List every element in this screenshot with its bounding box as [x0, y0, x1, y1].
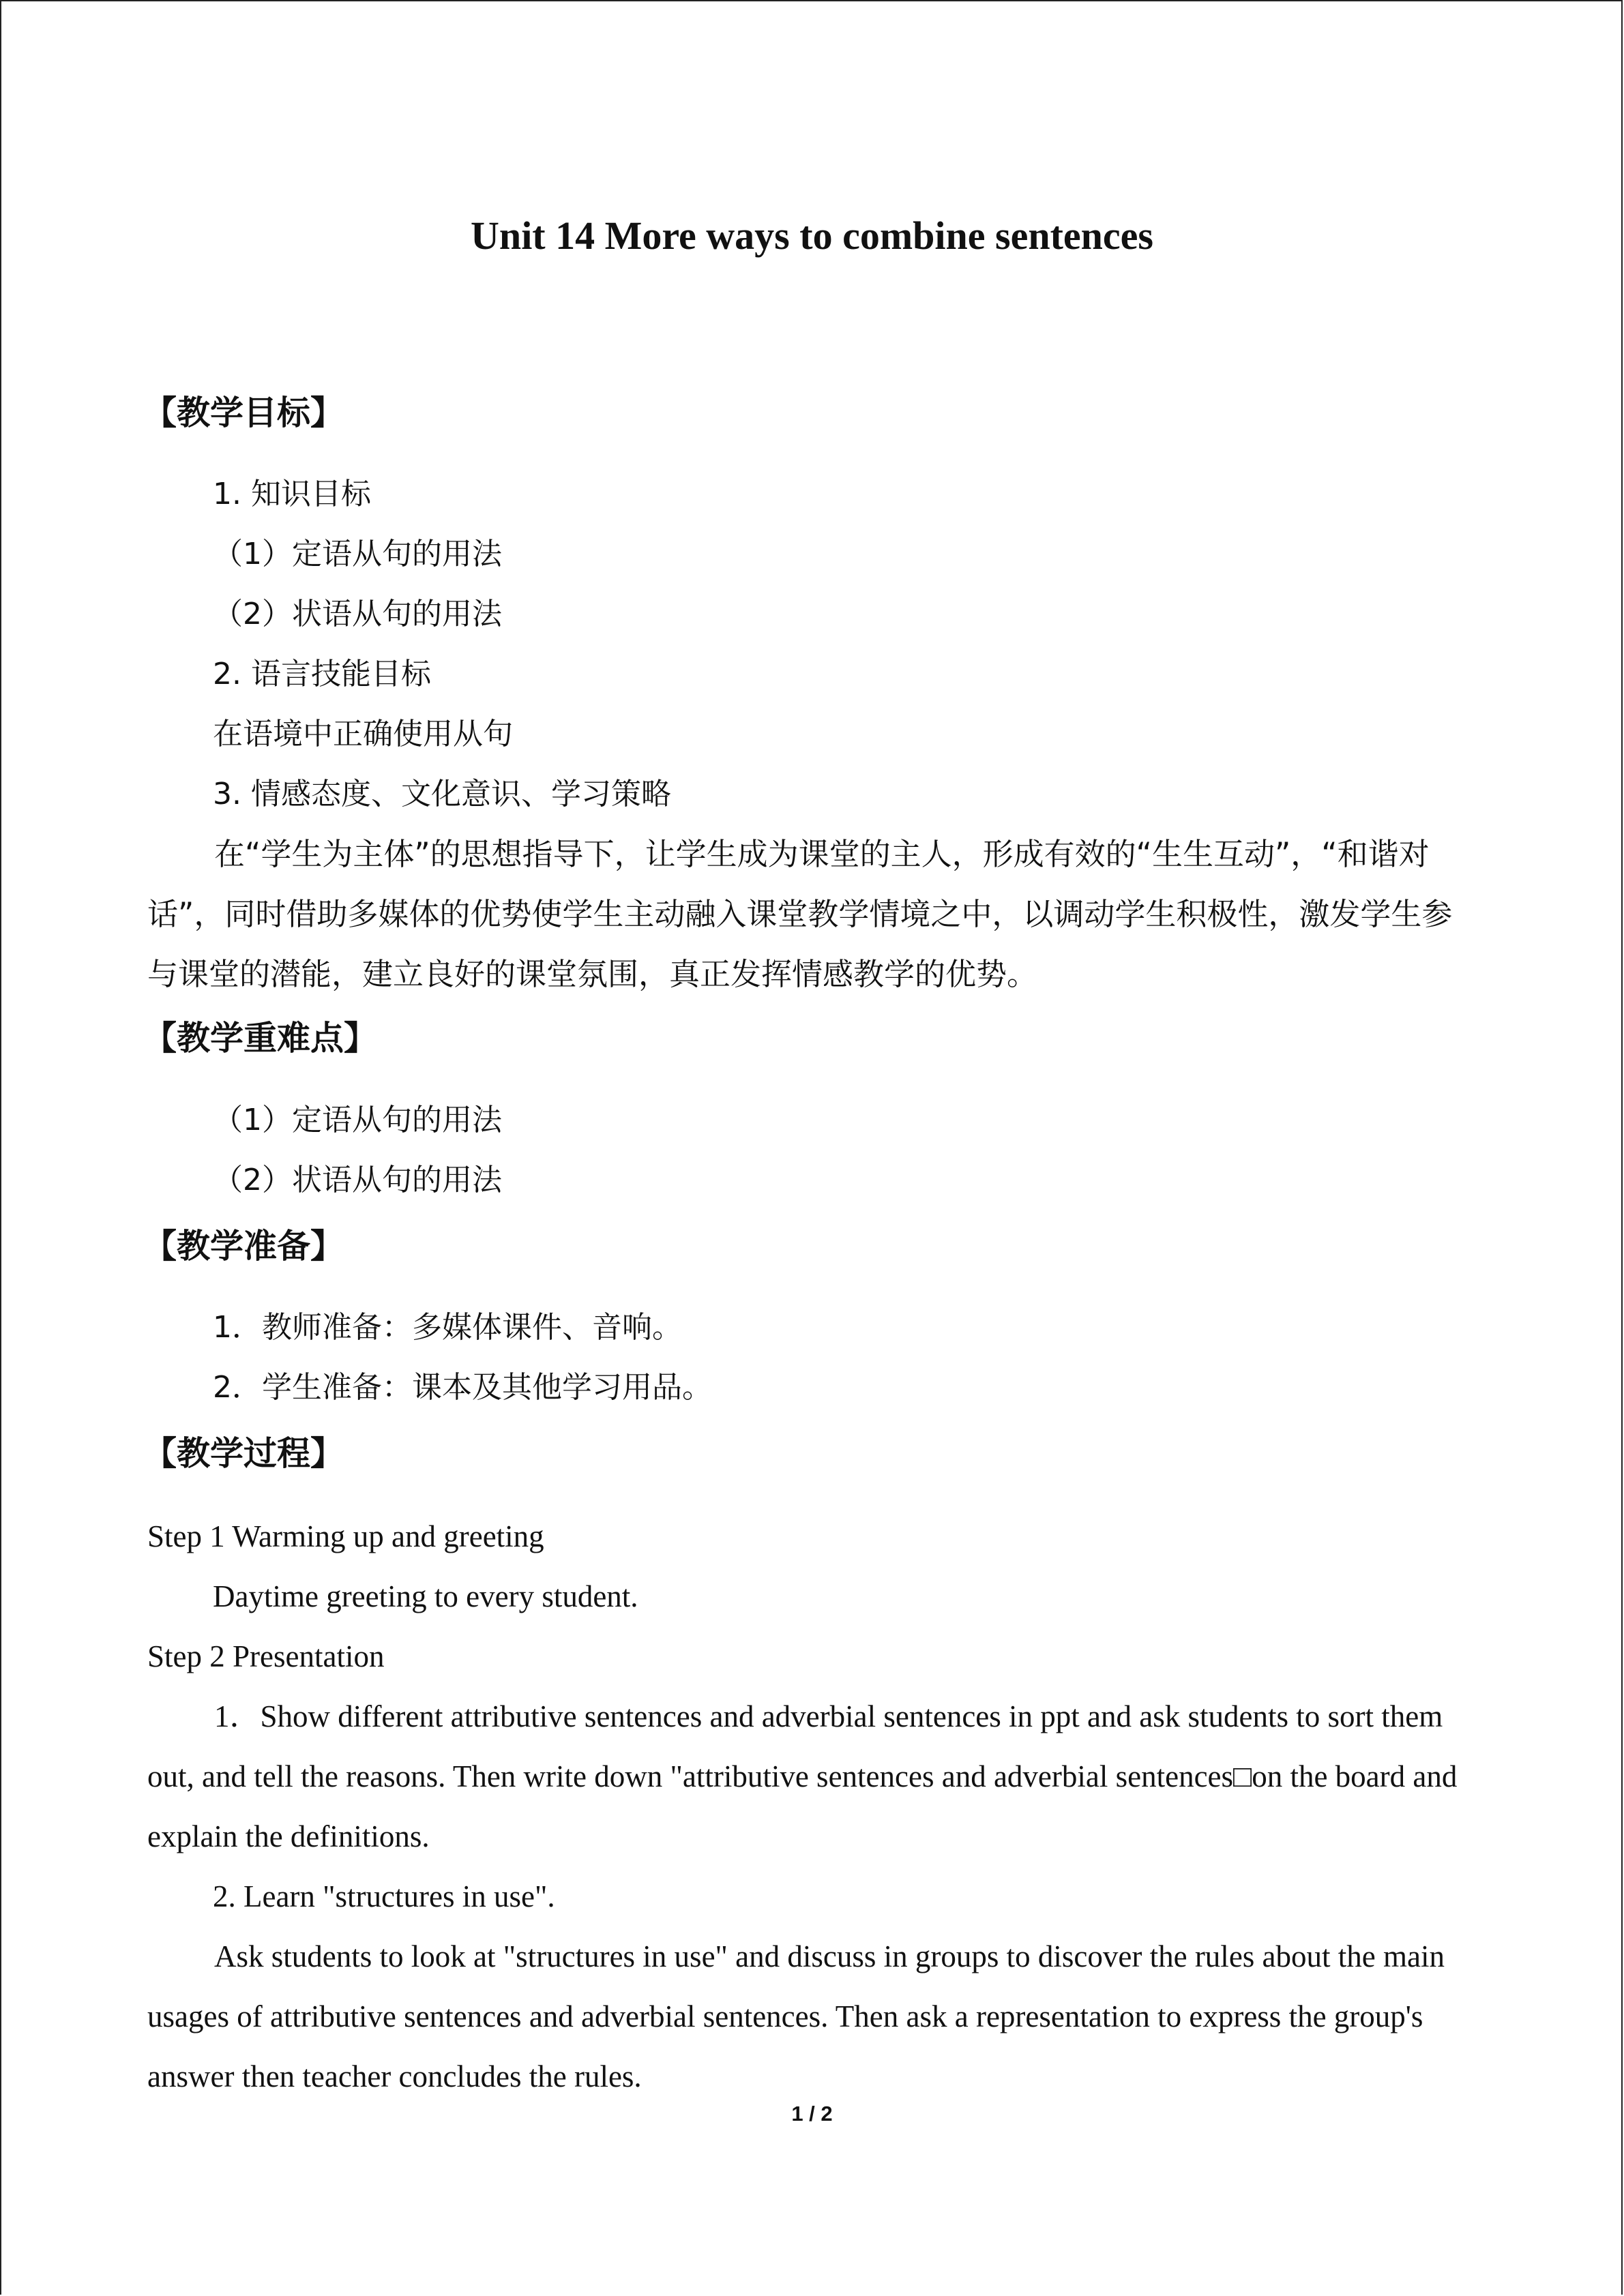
preparation-teacher: 1．教师准备：多媒体课件、音响。	[213, 1310, 682, 1345]
objective-emotion-text: 在“学生为主体”的思想指导下，让学生成为课堂的主人，形成有效的“生生互动”，“和谐对话”，同时借助多媒体的优势使学生主动融入课堂教学情境之中，以调动学生积极性，激发学生参与课堂的潜能，建立良好的课堂氛围，真正发挥情感教学的优势。	[147, 836, 1453, 992]
page-title: Unit 14 More ways to combine sentences	[471, 213, 1153, 258]
page-number: 1 / 2	[791, 2102, 833, 2126]
objective-item-knowledge: 1. 知识目标	[213, 477, 371, 511]
step1-title: Step 1 Warming up and greeting	[147, 1519, 544, 1553]
objective-language-skill-text: 在语境中正确使用从句	[213, 717, 513, 751]
key-point-adverbial: （2）状语从句的用法	[213, 1163, 502, 1197]
step2-title: Step 2 Presentation	[147, 1639, 385, 1673]
objective-sub-attributive: （1）定语从句的用法	[213, 537, 502, 571]
step2-item1-paragraph: 1．Show different attributive sentences and adverbial sentences in ppt and ask students to sort them out, and tell the reasons. Then write down "attributive sentences and adverbial sentences□on the board and explain the definitions.	[147, 1699, 1458, 1853]
step1-text: Daytime greeting to every student.	[213, 1579, 638, 1613]
objective-sub-adverbial: （2）状语从句的用法	[213, 597, 502, 631]
key-point-attributive: （1）定语从句的用法	[213, 1103, 502, 1137]
step2-item2-paragraph: Ask students to look at "structures in use" and discuss in groups to discover the rules about the main usages of attributive sentences and adverbial sentences. Then ask a representation to express the group's answer then teacher concludes the rules.	[147, 1939, 1445, 2093]
objective-item-emotion: 3. 情感态度、文化意识、学习策略	[213, 777, 671, 811]
section-heading-preparation: 【教学准备】	[143, 1227, 344, 1266]
section-heading-key-points: 【教学重难点】	[143, 1019, 378, 1058]
preparation-student: 2．学生准备：课本及其他学习用品。	[213, 1370, 712, 1405]
section-heading-objectives: 【教学目标】	[143, 393, 344, 432]
step2-item2-title: 2. Learn "structures in use".	[213, 1879, 555, 1913]
section-heading-process: 【教学过程】	[143, 1434, 344, 1473]
objective-item-language-skill: 2. 语言技能目标	[213, 657, 431, 691]
